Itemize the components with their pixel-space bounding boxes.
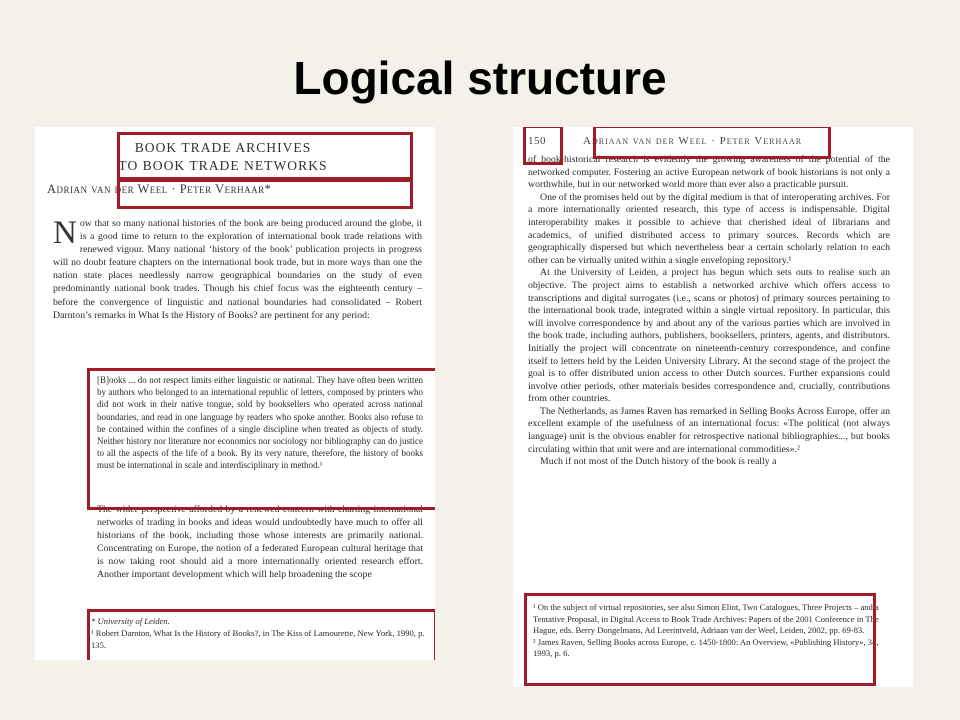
quote-box — [87, 368, 435, 510]
paragraph-2: One of the promises held out by the digital medium is that of interoperating archives. For a more internationally oriented research, this type of access is indispensable. Digital interoperability makes it possible to achieve that cherished ideal of librarians and academics, of unified distributed access to primary sources. Records which are geographically dispersed but which nevertheless bear a certain scholarly relation to each other can be virtually united within a single enveloping repository.¹ — [528, 191, 890, 266]
footnote-box — [87, 609, 435, 660]
page-number: 150 — [528, 135, 546, 147]
footnote-1: ¹ On the subject of virtual repositories, see also Simon Eliot, Two Catalogues, Three Projects – and a Tentative Proposal, in Digital Access to Book Trade Archives: Papers of the 2001 Conference in The Hague, eds. Berry Dongelmans, Ad Leerintveld, Adriaan van der Weel, Leiden, 2002, pp. 69-83. — [533, 602, 879, 635]
running-head: Adriaan van der Weel · Peter Verhaar — [583, 135, 803, 147]
paragraph-4: The Netherlands, as James Raven has remarked in Selling Books Across Europe, offer an excellent example of the usefulness of an international focus: «The political (not always language) unit is the obvious enabler for retrospective national bibliographies..., but books circulating within that unit were and are international commodities».² — [528, 405, 890, 455]
right-body — [528, 154, 890, 469]
footnote-box — [524, 593, 876, 686]
title-line-1: BOOK TRADE ARCHIVES — [134, 140, 312, 155]
slide-title: Logical structure — [293, 52, 667, 104]
right-page — [513, 127, 913, 687]
title-box — [117, 132, 413, 182]
footnote-1: ¹ Robert Darnton, What Is the History of Books?, in The Kiss of Lamourette, New York, 1990, p. 135. — [91, 628, 425, 650]
running-head-box — [593, 127, 831, 159]
page-number-box — [523, 127, 563, 165]
drop-cap: N — [53, 215, 77, 251]
block-quote: [B]ooks ... do not respect limits either linguistic or national. They have often been written by authors who belonged to an international republic of letters, composed by printers who did not work in their native tongue, sold by booksellers who operated across national boundaries, and read in one language by readers who spoke another. Books also refuse to be contained within the confines of a single discipline when treated as objects of study. Neither history nor literature nor economics nor sociology nor bibliography can do justice to all the aspects of the life of a book. By its very nature, therefore, the history of books must be international in scale and interdisciplinary in method.¹ — [97, 375, 423, 471]
title-line-2: TO BOOK TRADE NETWORKS — [118, 158, 328, 173]
left-page — [35, 127, 435, 660]
authors-box — [117, 177, 413, 209]
intro-text: ow that so many national histories of the book are being produced around the globe, it is a good time to return to the exploration of international book trade relations with renewed vigour. Many national ‘history of the book’ publication projects in progress will no doubt feature chapters on the international book trade, but in more ways than one the nation state places needlessly narrow geographical boundaries on the study of even predominantly national book trades. Though his chief focus was the eighteenth century – before the convergence of linguistic and national boundaries had consolidated – Robert Darnton’s remarks in What Is the History of Books? are pertinent for any period: — [53, 218, 422, 321]
paragraph-5: Much if not most of the Dutch history of the book is really a — [540, 456, 777, 468]
footnote-2: ² James Raven, Selling Books across Europe, c. 1450-1800: An Overview, «Publishing History», 34, 1993, p. 6. — [533, 636, 879, 658]
paragraph-1: of book-historical research is evidently the growing awareness of the potential of the networked computer. Fostering an active European network of book historians is not only a worthwhile, but in our networked world more than ever also a practicable pursuit. — [528, 154, 890, 191]
continuation-paragraph: The wider perspective afforded by a renewed concern with charting international networks of trading in books and ideas would undoubtedly have much to offer all historians of the book, including those whose interests are primarily national. Concentrating on Europe, the notion of a federated European cultural heritage that is now taking root should aid a more internationally oriented research effort. Another important development which will help broadening the scope — [97, 504, 423, 581]
footnote-affiliation: * University of Leiden. — [91, 616, 170, 626]
intro-paragraph — [53, 217, 422, 322]
paragraph-3: At the University of Leiden, a project has begun which sets outs to realise such an objective. The project aims to establish a networked archive which offers access to transcriptions and digital surrogates (i.e., scans or photos) of primary sources pertaining to the international book trade, integrated within a single virtual repository. In particular, this will involve correspondence by and about any of the various parties which are involved in the book trade, including authors, publishers, booksellers, printers, agents, and distributors. Initially the project will concentrate on nineteenth-century correspondence, and confine itself to letters held by the Leiden University Library. At the second stage of the project the goal is to offer distributed union access to other Dutch sources. Further expansions could involve other periods, other materials besides correspondence and, crucially, contributions from other countries. — [528, 267, 890, 405]
authors-line: Adrian van der Weel · Peter Verhaar* — [47, 182, 272, 196]
